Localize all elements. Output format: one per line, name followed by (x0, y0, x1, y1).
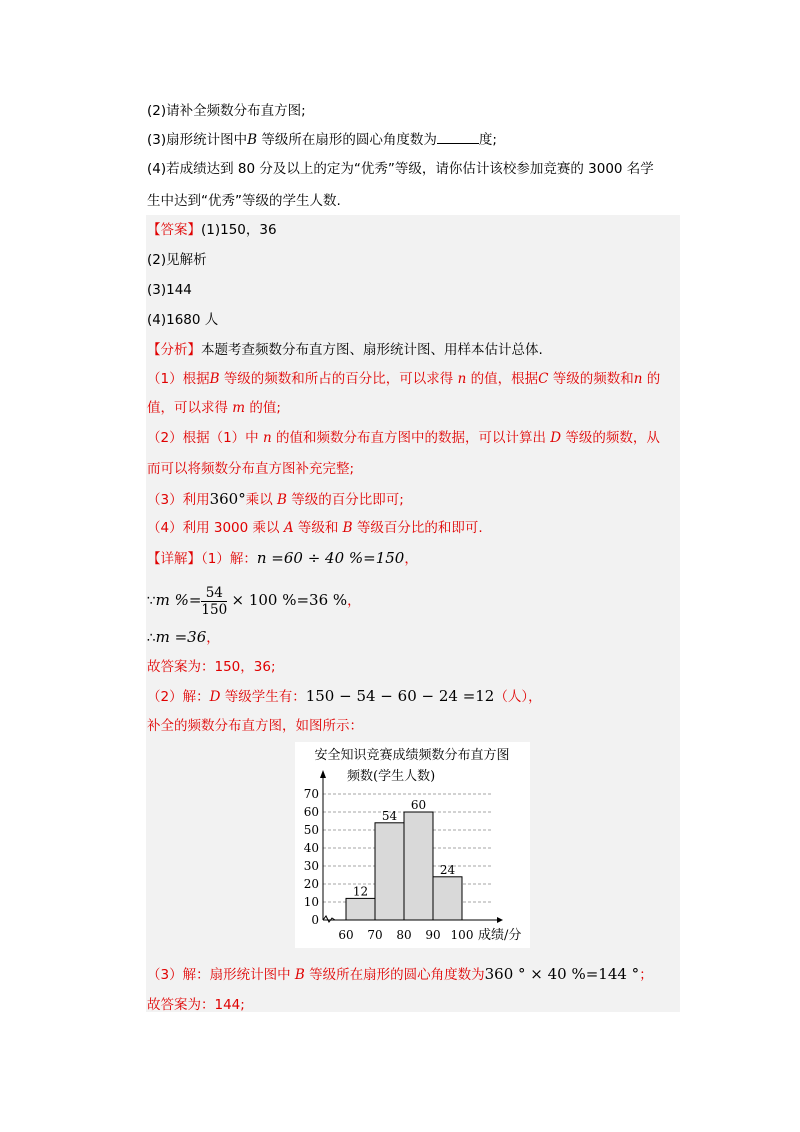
y-axis-arrow (320, 770, 326, 778)
text: 等级的频数和 (552, 371, 634, 387)
bar-data-label: 12 (352, 884, 369, 899)
question-4-line1: (4)若成绩达到 80 分及以上的定为“优秀”等级，请你估计该校参加竞赛的 3000 名学 (147, 161, 654, 177)
text: 乘以 (245, 492, 273, 508)
analysis-label: 【分析】 (147, 342, 201, 358)
histogram-bar (433, 877, 462, 920)
histogram-bar (346, 898, 375, 920)
equation: m %= (155, 591, 202, 609)
text: 等级百分比的和即可. (356, 520, 483, 536)
var-n: n (262, 430, 272, 446)
text: 值，可以求得 (147, 400, 228, 416)
histogram-bar (404, 812, 433, 920)
text: （3）利用 (147, 492, 210, 508)
text: 的值和频数分布直方图中的数据，可以计算出 (275, 430, 546, 446)
question-3-text: (3)扇形统计图中 (147, 132, 248, 148)
analysis-intro-text: 本题考查频数分布直方图、扇形统计图、用样本估计总体. (201, 342, 543, 358)
denominator: 150 (201, 601, 228, 618)
chart-xlabel: 成绩/分 (478, 928, 522, 943)
bar-data-label: 24 (439, 862, 456, 877)
because-symbol: ∵ (147, 593, 156, 609)
analysis-p3 (147, 489, 404, 510)
y-tick-label: 0 (311, 913, 319, 927)
x-tick-label: 100 (450, 928, 474, 942)
bar-data-label: 60 (410, 798, 427, 812)
text: （人）， (494, 689, 542, 705)
histogram-bar (375, 823, 404, 920)
var-C: C (538, 371, 549, 387)
detail-5 (147, 686, 542, 707)
detail-label: 【详解】 (147, 551, 201, 567)
x-axis-arrow (497, 917, 503, 923)
var-B: B (277, 492, 287, 508)
math-360: 360° (209, 490, 246, 508)
text: 等级所在扇形的圆心角度数为 (309, 967, 485, 983)
answer-1: (1)150，36 (201, 222, 277, 238)
equation: 360 ° × 40 %=144 ° (484, 965, 640, 983)
text: 等级学生有： (224, 689, 306, 705)
x-tick-label: 60 (338, 928, 354, 942)
analysis-p2 (147, 428, 660, 448)
y-tick-label: 50 (303, 823, 319, 837)
detail-4: 故答案为：150，36; (147, 659, 276, 675)
therefore-symbol: ∴ (147, 630, 156, 646)
text: 等级的频数，从 (565, 430, 660, 446)
var-D: D (550, 430, 562, 446)
text: （2）解： (147, 689, 210, 705)
question-3-end: 度; (478, 132, 497, 148)
answer-4: (4)1680 人 (147, 312, 219, 328)
question-2: (2)请补全频数分布直方图; (147, 103, 306, 119)
text: 的值，根据 (470, 371, 539, 387)
y-tick-label: 70 (303, 787, 319, 801)
answer-2: (2)见解析 (147, 252, 207, 268)
text: ， (347, 593, 361, 609)
text: 等级的百分比即可; (291, 492, 404, 508)
var-n: n (457, 371, 467, 387)
axis-break-mark (323, 916, 335, 922)
text: ， (404, 551, 418, 567)
text: （1）解： (201, 551, 257, 567)
equation: n =60 ÷ 40 %=150 (256, 549, 405, 567)
text: （2）根据（1）中 (147, 430, 259, 446)
var-A: A (283, 520, 294, 536)
answer-3: (3)144 (147, 282, 192, 298)
histogram-chart (295, 742, 530, 948)
text: 的 (646, 371, 661, 387)
histogram-svg (295, 742, 530, 948)
var-n: n (633, 371, 643, 387)
analysis-p1 (147, 369, 660, 389)
question-4-line2: 生中达到“优秀”等级的学生人数. (147, 193, 341, 209)
fraction (201, 585, 227, 618)
equation: m =36 (155, 628, 207, 646)
y-tick-label: 30 (303, 859, 319, 873)
numerator: 54 (201, 585, 227, 602)
text: ； (639, 967, 653, 983)
detail-7 (147, 964, 653, 985)
text: （3）解：扇形统计图中 (147, 967, 291, 983)
var-B: B (342, 520, 353, 536)
y-tick-label: 20 (303, 877, 319, 891)
equation: 150 − 54 − 60 − 24 =12 (305, 687, 495, 705)
equation: × 100 %=36 % (231, 591, 348, 609)
y-tick-label: 10 (303, 895, 319, 909)
var-B: B (294, 967, 305, 983)
x-tick-label: 70 (367, 928, 383, 942)
bar-data-label: 54 (381, 808, 398, 823)
answer-blank (437, 129, 479, 144)
x-tick-label: 90 (425, 928, 441, 942)
answer-line-1 (147, 220, 277, 240)
chart-title: 安全知识竞赛成绩频数分布直方图 (314, 748, 510, 763)
text: 等级的频数和所占的百分比，可以求得 (223, 371, 454, 387)
chart-ylabel: 频数(学生人数) (347, 769, 436, 784)
y-tick-label: 60 (303, 805, 319, 819)
text: 的值; (249, 400, 281, 416)
detail-8: 故答案为：144; (147, 997, 245, 1013)
text: 等级和 (297, 520, 339, 536)
question-3-text-2: 等级所在扇形的圆心角度数为 (261, 132, 437, 148)
detail-3 (147, 627, 220, 648)
detail-6: 补全的频数分布直方图，如图所示： (147, 718, 363, 734)
x-tick-label: 80 (396, 928, 412, 942)
var-D: D (209, 689, 221, 705)
detail-2 (147, 580, 361, 621)
text: ， (206, 630, 220, 646)
analysis-p4 (147, 518, 483, 538)
var-B: B (247, 132, 258, 148)
var-m: m (232, 400, 246, 416)
analysis-p2-line2: 而可以将频数分布直方图补充完整; (147, 461, 355, 477)
text: （4）利用 3000 乘以 (147, 520, 280, 536)
y-tick-label: 40 (303, 841, 319, 855)
detail-1 (147, 548, 418, 569)
question-3 (147, 129, 497, 150)
text: （1）根据 (147, 371, 210, 387)
var-B: B (209, 371, 220, 387)
answer-label: 【答案】 (147, 222, 201, 238)
analysis-p1-line2 (147, 398, 281, 418)
analysis-intro (147, 340, 543, 360)
